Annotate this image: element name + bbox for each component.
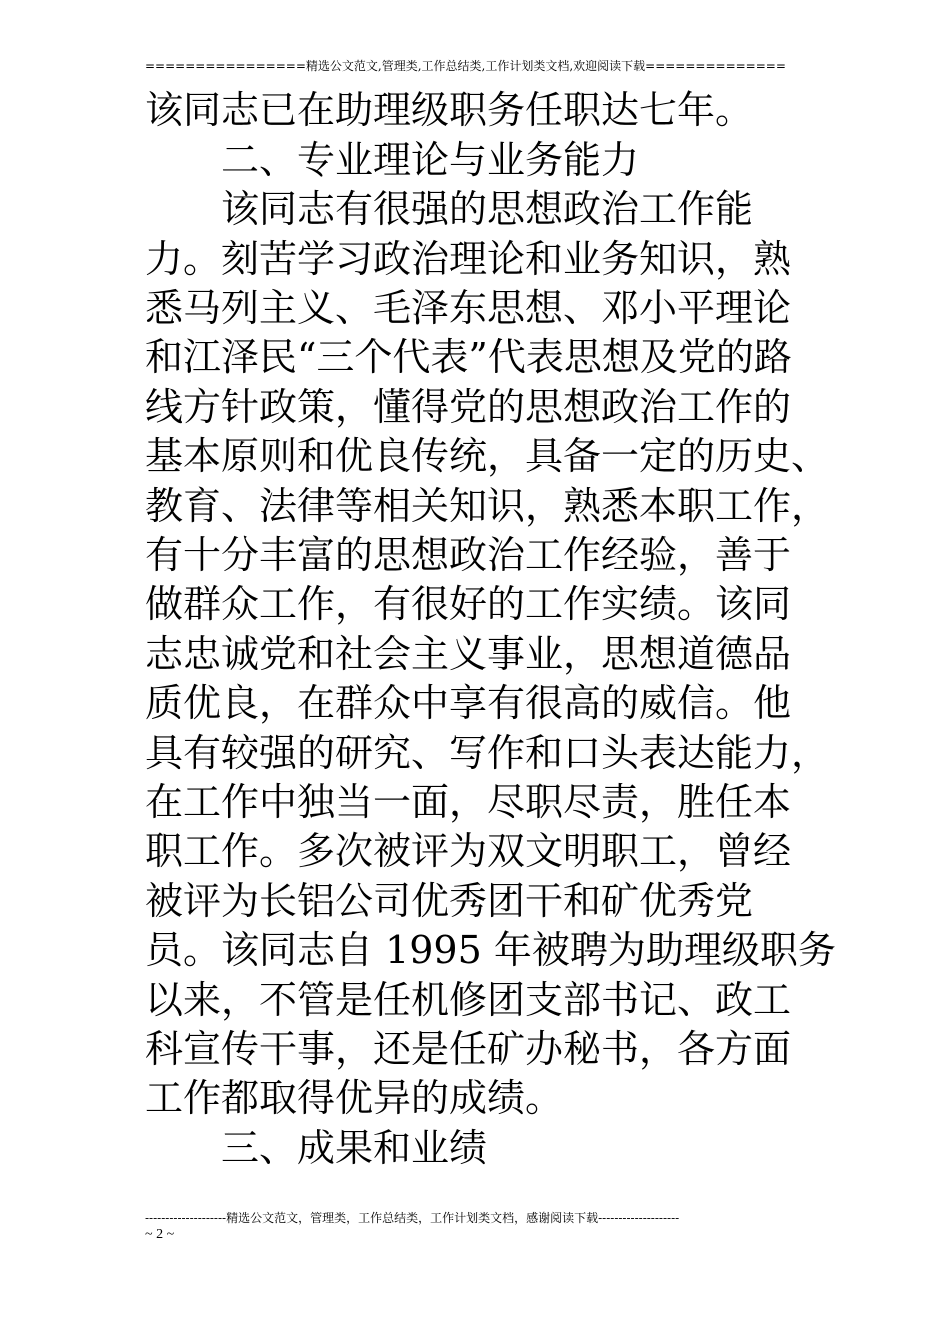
body-line: 职工作。多次被评为双文明职工，曾经 [145,829,792,873]
page-header: ================精选公文范文,管理类,工作总结类,工作计划类文档,欢迎阅读下载============== [145,59,786,73]
body-line: 做群众工作，有很好的工作实绩。该同 [145,582,792,626]
body-line: 被评为长铝公司优秀团干和矿优秀党 [145,879,754,923]
body-line: 在工作中独当一面，尽职尽责，胜任本 [145,780,792,824]
body-line: 和江泽民“三个代表”代表思想及党的路 [145,335,792,379]
body-line: 工作都取得优异的成绩。 [145,1076,564,1120]
section-heading: 三、成果和业绩 [145,1126,488,1170]
body-line: 以来，不管是任机修团支部书记、政工 [145,978,792,1022]
body-line: 科宣传干事，还是任矿办秘书，各方面 [145,1027,792,1071]
body-line: 力。刻苦学习政治理论和业务知识，熟 [145,237,792,281]
page-number: ~ 2 ~ [145,1227,175,1242]
body-line: 基本原则和优良传统，具备一定的历史、 [145,434,830,478]
body-line: 质优良，在群众中享有很高的威信。他 [145,681,792,725]
section-heading: 二、专业理论与业务能力 [145,138,640,182]
body-line: 员。该同志自 1995 年被聘为助理级职务 [145,928,836,972]
body-line: 悉马列主义、毛泽东思想、邓小平理论 [145,286,792,330]
body-line: 教育、法律等相关知识，熟悉本职工作， [145,484,830,528]
body-line: 有十分丰富的思想政治工作经验，善于 [145,533,792,577]
body-line: 具有较强的研究、写作和口头表达能力， [145,731,830,775]
body-line: 线方针政策，懂得党的思想政治工作的 [145,385,792,429]
page-footer: --------------------精选公文范文，管理类，工作总结类，工作计划类文档，感谢阅读下载-------------------- [145,1211,680,1225]
body-line: 该同志已在助理级职务任职达七年。 [145,88,754,132]
body-line: 志忠诚党和社会主义事业，思想道德品 [145,632,792,676]
body-line: 该同志有很强的思想政治工作能 [145,187,754,231]
